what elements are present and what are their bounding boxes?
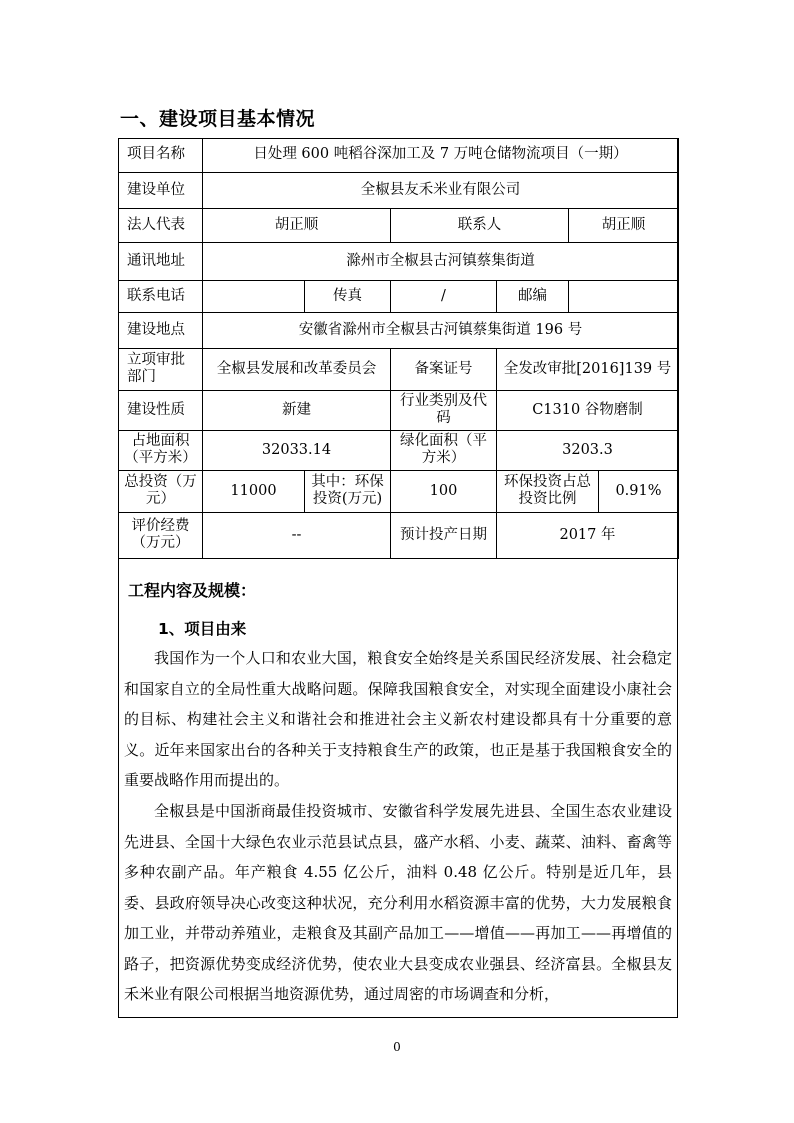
- invest-value: 11000: [203, 470, 305, 512]
- invest-label: 总投资（万元）: [119, 470, 203, 512]
- approval-label: 立项审批部门: [119, 348, 203, 390]
- env-invest-label: 其中：环保投资(万元): [305, 470, 391, 512]
- nature-value: 新建: [203, 390, 391, 430]
- site-value: 安徽省滁州市全椒县古河镇蔡集街道 196 号: [203, 312, 679, 348]
- eval-fee-value: --: [203, 512, 391, 558]
- builder-label: 建设单位: [119, 172, 203, 208]
- postcode-value: [569, 280, 679, 312]
- env-ratio-label: 环保投资占总投资比例: [497, 470, 599, 512]
- paragraph-1: 我国作为一个人口和农业大国，粮食安全始终是关系国民经济发展、社会稳定和国家自立的全局性重大战略问题。保障我国粮食安全，对实现全面建设小康社会的目标、构建社会主义和谐社会和推进社会主义新农村建设都具有十分重要的意义。近年来国家出台的各种关于支持粮食生产的政策，也正是基于我国粮食安全的重要战略作用而提出的。: [124, 649, 672, 789]
- industry-value: C1310 谷物磨制: [497, 390, 679, 430]
- nature-label: 建设性质: [119, 390, 203, 430]
- project-name-value: 日处理 600 吨稻谷深加工及 7 万吨仓储物流项目（一期）: [203, 138, 679, 172]
- industry-label: 行业类别及代码: [391, 390, 497, 430]
- approval-value: 全椒县发展和改革委员会: [203, 348, 391, 390]
- legal-rep-label: 法人代表: [119, 208, 203, 242]
- fax-value: /: [391, 280, 497, 312]
- page-heading: 一、建设项目基本情况: [120, 108, 316, 130]
- project-info-table: [118, 138, 679, 559]
- paragraph-2: 全椒县是中国浙商最佳投资城市、安徽省科学发展先进县、全国生态农业建设先进县、全国十大绿色农业示范县试点县，盛产水稻、小麦、蔬菜、油料、畜禽等多种农副产品。年产粮食 4.55 亿公斤，油料 0.48 亿公斤。特别是近几年，县委、县政府领导决心改变这种状况，充分利用水稻资源丰富的优势，大力发展粮食加工业，并带动养殖业，走粮食及其副产品加工——增值——再加工——再增值的路子，把资源优势变成经济优势，使农业大县变成农业强县、经济富县。全椒县友禾米业有限公司根据当地资源优势，通过周密的市场调查和分析，: [124, 802, 672, 1003]
- start-label: 预计投产日期: [391, 512, 497, 558]
- project-name-label: 项目名称: [119, 138, 203, 172]
- phone-value: [203, 280, 305, 312]
- builder-value: 全椒县友禾米业有限公司: [203, 172, 679, 208]
- contact-label: 联系人: [391, 208, 569, 242]
- postcode-label: 邮编: [497, 280, 569, 312]
- env-ratio-value: 0.91%: [599, 470, 679, 512]
- record-value: 全发改审批[2016]139 号: [497, 348, 679, 390]
- env-invest-value: 100: [391, 470, 497, 512]
- green-value: 3203.3: [497, 430, 679, 470]
- address-value: 滁州市全椒县古河镇蔡集街道: [203, 242, 679, 280]
- subsection-title: 1、项目由来: [158, 620, 247, 638]
- eval-fee-label: 评价经费（万元）: [119, 512, 203, 558]
- start-value: 2017 年: [497, 512, 679, 558]
- fax-label: 传真: [305, 280, 391, 312]
- section-title: 工程内容及规模：: [128, 581, 257, 600]
- area-value: 32033.14: [203, 430, 391, 470]
- phone-label: 联系电话: [119, 280, 203, 312]
- green-label: 绿化面积（平方米）: [391, 430, 497, 470]
- page-number: 0: [393, 1040, 401, 1054]
- record-label: 备案证号: [391, 348, 497, 390]
- contact-value: 胡正顺: [569, 208, 679, 242]
- address-label: 通讯地址: [119, 242, 203, 280]
- legal-rep-value: 胡正顺: [203, 208, 391, 242]
- area-label: 占地面积（平方米）: [119, 430, 203, 470]
- site-label: 建设地点: [119, 312, 203, 348]
